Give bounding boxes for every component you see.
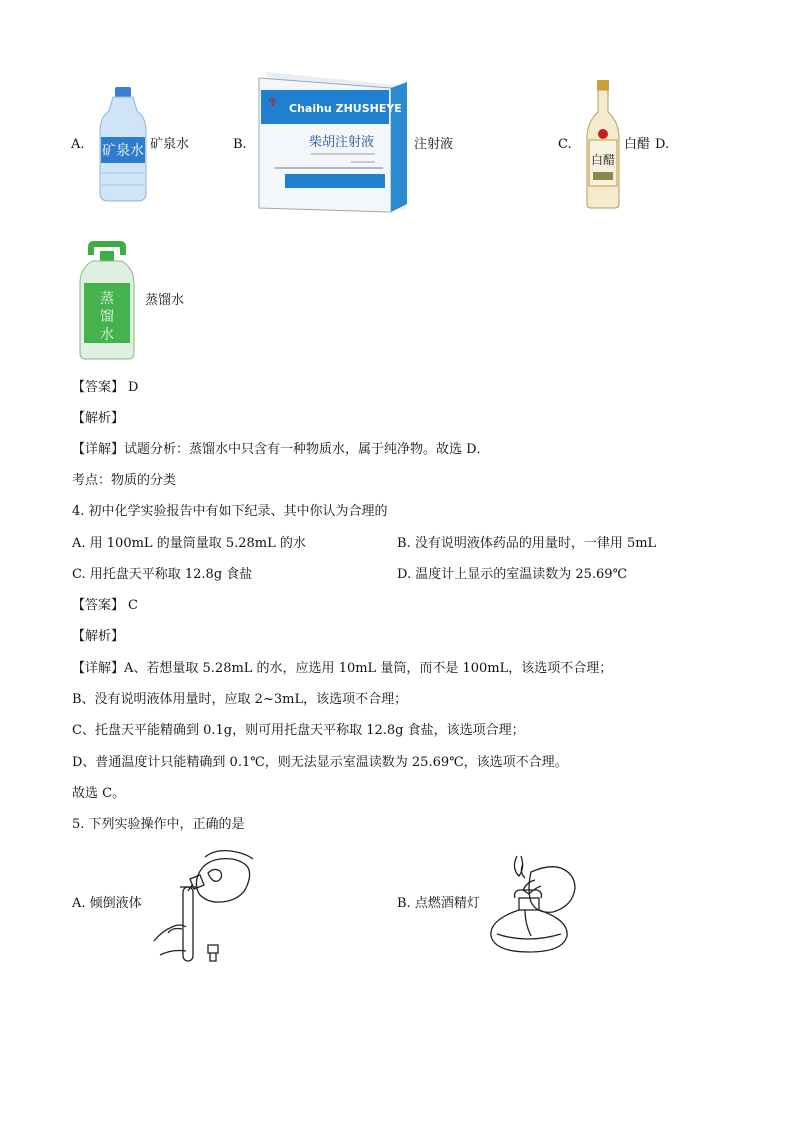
svg-text:馏: 馏 <box>100 309 114 325</box>
q4-detail-line: 【详解】A、若想量取 5.28mL 的水，应选用 10mL 量筒，而不是 100mL，该选项不合理； <box>72 661 613 676</box>
injection-box-image <box>255 68 412 220</box>
q3-detail: 【详解】试题分析：蒸馏水中只含有一种物质水，属于纯净物。故选 D． <box>72 442 490 457</box>
q4-option-c: C. 用托盘天平称取 12.8g 食盐 <box>72 567 253 582</box>
svg-text:蒸: 蒸 <box>100 291 114 307</box>
q3-answer-label: 【答案】 <box>72 380 125 395</box>
svg-text:矿泉水: 矿泉水 <box>102 143 144 159</box>
q4-answer: C <box>128 598 138 613</box>
q5-option-b: B. 点燃酒精灯 <box>397 896 480 911</box>
q4-analysis-label: 【解析】 <box>72 629 125 644</box>
q5-option-a: A. 倾倒液体 <box>72 896 142 911</box>
svg-text:♆: ♆ <box>267 95 278 109</box>
q4-option-d: D. 温度计上显示的室温读数为 25.69℃ <box>397 567 628 582</box>
option-d-text: 蒸馏水 <box>145 293 185 308</box>
q4-detail-line: B、没有说明液体用量时，应取 2~3mL，该选项不合理； <box>72 692 408 707</box>
white-vinegar-bottle-image <box>585 78 621 210</box>
pouring-liquid-illustration <box>150 845 255 963</box>
option-c-letter: C. <box>558 137 572 152</box>
distilled-water-jug-image <box>78 237 136 361</box>
option-b-text: 注射液 <box>414 137 454 152</box>
option-b-letter: B. <box>233 137 247 152</box>
q4-stem: 4. 初中化学实验报告中有如下纪录、其中你认为合理的 <box>72 504 388 519</box>
option-a-text: 矿泉水 <box>150 137 190 152</box>
q4-answer-label: 【答案】 <box>72 598 125 613</box>
svg-text:柴胡注射液: 柴胡注射液 <box>309 135 375 150</box>
q4-option-b: B. 没有说明液体药品的用量时，一律用 5mL <box>397 536 657 551</box>
q3-answer: D <box>128 380 139 395</box>
option-a-letter: A. <box>71 137 85 152</box>
option-c-text: 白醋 <box>624 137 651 152</box>
svg-text:白醋: 白醋 <box>590 153 616 167</box>
mineral-water-bottle-image <box>96 85 150 205</box>
lighting-alcohol-lamp-illustration <box>485 850 580 956</box>
svg-text:水: 水 <box>100 327 114 343</box>
q3-analysis-label: 【解析】 <box>72 411 125 426</box>
q4-option-a: A. 用 100mL 的量筒量取 5.28mL 的水 <box>72 536 306 551</box>
q4-detail-line: D、普通温度计只能精确到 0.1℃，则无法显示室温读数为 25.69℃，该选项不合理。 <box>72 755 568 770</box>
q4-detail-line: C、托盘天平能精确到 0.1g，则可用托盘天平称取 12.8g 食盐，该选项合理； <box>72 723 525 738</box>
option-d-letter: D. <box>655 137 670 152</box>
q3-topic: 考点：物质的分类 <box>72 473 177 488</box>
q5-stem: 5. 下列实验操作中，正确的是 <box>72 817 245 832</box>
q4-conclusion: 故选 C。 <box>72 786 126 801</box>
svg-text:Chaihu ZHUSHEYE: Chaihu ZHUSHEYE <box>289 102 402 115</box>
